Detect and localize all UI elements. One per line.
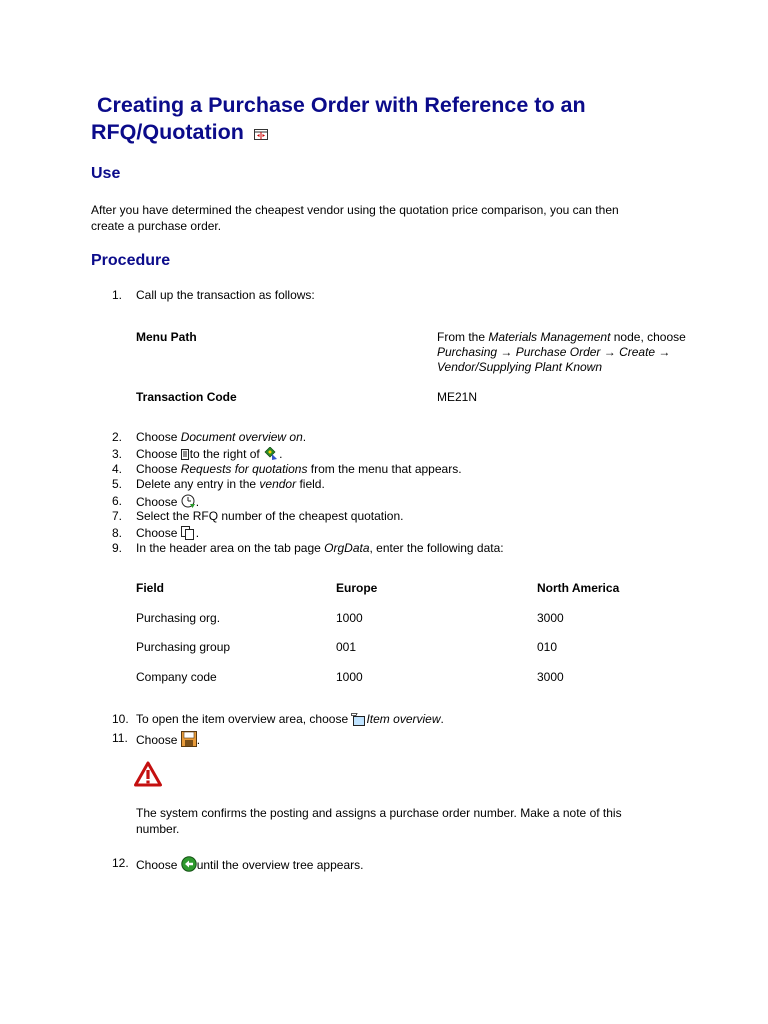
step-text: Choose xyxy=(136,462,181,476)
step-text: . xyxy=(279,447,283,461)
table-header-north-america: North America xyxy=(537,581,620,595)
table-cell: 001 xyxy=(336,640,357,654)
step-text: field. xyxy=(296,477,325,491)
selection-variant-icon xyxy=(263,447,279,461)
table-cell: 1000 xyxy=(336,611,363,625)
step-number: 7. xyxy=(112,509,123,523)
use-paragraph-line-1: After you have determined the cheapest vendor using the quotation price comparison, you can then xyxy=(91,203,619,217)
step-text: . xyxy=(196,733,201,747)
item-overview-icon xyxy=(351,713,366,726)
step-text: . xyxy=(440,712,444,726)
table-header-europe: Europe xyxy=(336,581,378,595)
document-selection-icon xyxy=(181,449,190,461)
step-number: 1. xyxy=(112,288,123,302)
table-cell: Company code xyxy=(136,670,217,684)
step-text: Choose xyxy=(136,447,181,461)
step-number: 10. xyxy=(112,712,129,726)
note-line-2: number. xyxy=(136,821,180,836)
step-number: 2. xyxy=(112,430,123,444)
menu-path-text: From the xyxy=(437,330,489,344)
step-number: 4. xyxy=(112,462,123,476)
save-icon xyxy=(181,731,197,747)
back-arrow-icon xyxy=(181,856,197,872)
transaction-code-label: Transaction Code xyxy=(136,390,237,404)
step-text: , enter the following data: xyxy=(369,541,504,555)
step-number: 12. xyxy=(112,856,129,870)
menu-path-line-2: Purchasing → Purchase Order → Create → xyxy=(437,345,671,359)
step-emphasis: OrgData xyxy=(324,541,370,555)
step-10-text xyxy=(136,712,444,727)
step-emphasis: Item overview xyxy=(366,712,441,726)
note-paragraph xyxy=(136,806,622,837)
step-text: . xyxy=(195,495,200,509)
menu-path-node: Materials Management xyxy=(488,330,611,344)
step-number: 3. xyxy=(112,447,123,461)
step-emphasis: Document overview on xyxy=(180,430,303,444)
step-text: Delete any entry in the xyxy=(136,477,260,491)
step-12-text xyxy=(136,856,363,873)
step-text: to the right of xyxy=(189,447,264,461)
step-11-text xyxy=(136,731,200,748)
table-cell: Purchasing org. xyxy=(136,611,221,625)
step-text: Choose xyxy=(136,430,181,444)
step-1-text: Call up the transaction as follows: xyxy=(136,288,315,302)
section-heading-use: Use xyxy=(91,165,121,182)
step-7-text: Select the RFQ number of the cheapest quotation. xyxy=(136,509,404,523)
warning-triangle-icon xyxy=(134,761,162,787)
step-text: Choose xyxy=(136,858,181,872)
table-cell: Purchasing group xyxy=(136,640,231,654)
table-cell: 3000 xyxy=(537,611,564,625)
use-paragraph xyxy=(91,203,619,234)
table-cell: 1000 xyxy=(336,670,363,684)
table-header-field: Field xyxy=(136,581,165,595)
step-8-text xyxy=(136,526,199,541)
step-text: . xyxy=(302,430,307,444)
step-3-text xyxy=(136,447,282,462)
step-number: 8. xyxy=(112,526,123,540)
step-number: 5. xyxy=(112,477,123,491)
adopt-icon xyxy=(181,526,196,540)
table-cell: 3000 xyxy=(537,670,564,684)
step-text: from the menu that appears. xyxy=(307,462,462,476)
note-line-1: The system confirms the posting and assigns a purchase order number. Make a note of this xyxy=(136,806,622,820)
step-text: In the header area on the tab page xyxy=(136,541,325,555)
step-4-text xyxy=(136,462,462,477)
step-number: 9. xyxy=(112,541,123,555)
title-line-2 xyxy=(91,119,691,146)
menu-path-value xyxy=(437,330,686,375)
expand-collapse-icon[interactable] xyxy=(254,129,268,140)
step-text: To open the item overview area, choose xyxy=(136,712,352,726)
title-line-2-text: RFQ/Quotation xyxy=(91,120,244,144)
table-cell: 010 xyxy=(537,640,558,654)
step-text: . xyxy=(195,526,200,540)
step-text: Choose xyxy=(136,526,181,540)
menu-path-label: Menu Path xyxy=(136,330,197,344)
step-number: 11. xyxy=(112,731,128,745)
execute-clock-icon xyxy=(181,494,196,509)
step-emphasis: vendor xyxy=(259,477,297,491)
step-number: 6. xyxy=(112,494,123,508)
step-text: until the overview tree appears. xyxy=(196,858,364,872)
step-text: Choose xyxy=(136,495,181,509)
step-2-text xyxy=(136,430,306,445)
section-heading-procedure: Procedure xyxy=(91,252,171,269)
step-5-text xyxy=(136,477,325,492)
use-paragraph-line-2: create a purchase order. xyxy=(91,218,222,233)
step-emphasis: Requests for quotations xyxy=(180,462,308,476)
step-9-text xyxy=(136,541,504,556)
transaction-code-value: ME21N xyxy=(437,390,478,404)
menu-path-text: node, choose xyxy=(610,330,686,344)
menu-path-line-3: Vendor/Supplying Plant Known xyxy=(437,360,602,374)
step-6-text xyxy=(136,494,199,510)
title-line-1: Creating a Purchase Order with Reference to an xyxy=(91,93,586,117)
page-title xyxy=(91,92,691,146)
step-text: Choose xyxy=(136,733,181,747)
